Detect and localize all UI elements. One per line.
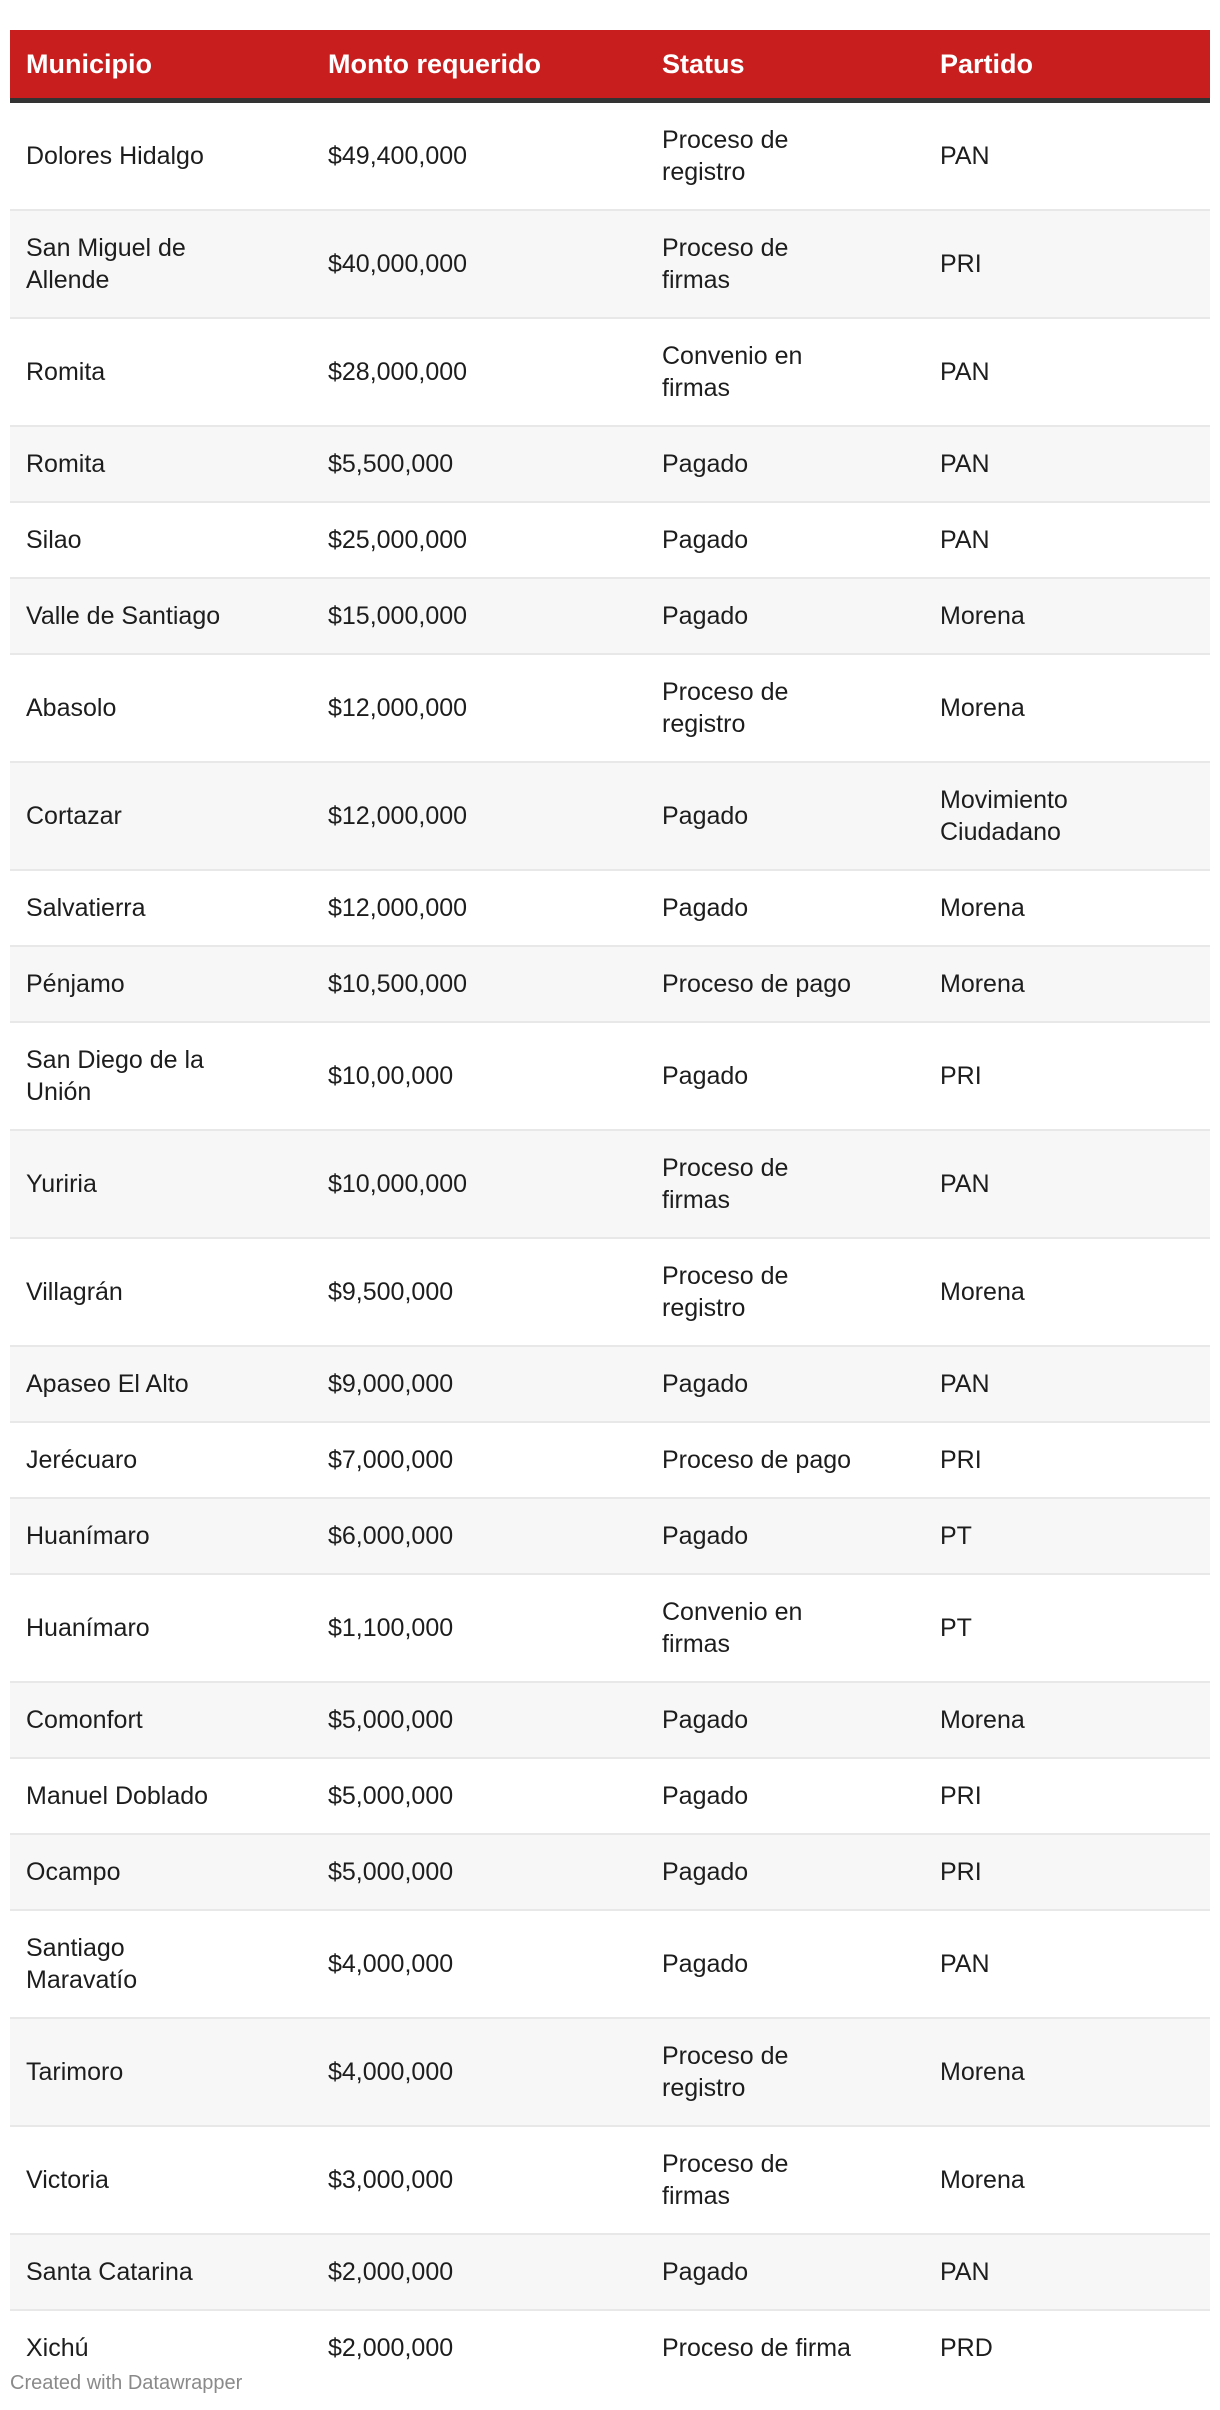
municipio-cell <box>10 1574 312 1682</box>
municipio-cell-text: Apaseo El Alto <box>26 1370 189 1398</box>
partido-cell <box>924 1130 1210 1238</box>
municipio-cell-text: Huanímaro <box>26 1614 150 1642</box>
partido-cell <box>924 1682 1210 1758</box>
municipio-cell-text: San Diego de la Unión <box>26 1046 204 1106</box>
monto-cell-text: $2,000,000 <box>328 2334 454 2362</box>
table-row <box>10 1130 1210 1238</box>
municipio-cell-text: Romita <box>26 450 106 478</box>
monto-cell-text: $10,000,000 <box>328 1170 468 1198</box>
partido-cell-text: PRI <box>940 1782 982 1810</box>
monto-cell <box>312 1834 646 1910</box>
monto-cell <box>312 210 646 318</box>
table-row <box>10 318 1210 426</box>
table-row <box>10 870 1210 946</box>
municipio-cell <box>10 762 312 870</box>
partido-cell <box>924 101 1210 211</box>
partido-cell <box>924 1834 1210 1910</box>
partido-cell-text: PAN <box>940 1950 990 1978</box>
partido-cell <box>924 2234 1210 2310</box>
municipio-cell-text: Valle de Santiago <box>26 602 221 630</box>
municipio-cell-text: San Miguel de Allende <box>26 234 186 294</box>
municipio-cell-text: Jerécuaro <box>26 1446 138 1474</box>
status-cell <box>646 2018 924 2126</box>
municipio-cell <box>10 578 312 654</box>
monto-cell-text: $40,000,000 <box>328 250 468 278</box>
status-cell <box>646 1422 924 1498</box>
partido-cell-text: Movimiento Ciudadano <box>940 786 1068 846</box>
partido-cell <box>924 946 1210 1022</box>
municipio-cell <box>10 2018 312 2126</box>
column-header-municipio[interactable]: Municipio <box>10 30 312 101</box>
monto-cell <box>312 946 646 1022</box>
monto-cell <box>312 1346 646 1422</box>
status-cell <box>646 1574 924 1682</box>
partido-cell <box>924 2310 1210 2385</box>
partido-cell-text: PAN <box>940 358 990 386</box>
municipio-cell <box>10 1834 312 1910</box>
monto-cell-text: $9,000,000 <box>328 1370 454 1398</box>
partido-cell-text: PRI <box>940 1062 982 1090</box>
status-cell <box>646 2126 924 2234</box>
municipio-cell <box>10 870 312 946</box>
municipio-cell <box>10 502 312 578</box>
status-cell <box>646 1682 924 1758</box>
municipio-cell-text: Ocampo <box>26 1858 121 1886</box>
status-cell-text: Proceso de firmas <box>662 234 789 294</box>
municipio-cell <box>10 2126 312 2234</box>
municipio-cell-text: Cortazar <box>26 802 122 830</box>
partido-cell <box>924 1022 1210 1130</box>
table-row <box>10 101 1210 211</box>
partido-cell-text: PT <box>940 1614 972 1642</box>
partido-cell <box>924 426 1210 502</box>
partido-cell-text: Morena <box>940 2166 1025 2194</box>
municipio-cell-text: Tarimoro <box>26 2058 124 2086</box>
table-row <box>10 2234 1210 2310</box>
status-cell-text: Proceso de pago <box>662 1446 852 1474</box>
municipio-cell <box>10 1682 312 1758</box>
municipio-cell <box>10 101 312 211</box>
monto-cell <box>312 1022 646 1130</box>
monto-cell-text: $15,000,000 <box>328 602 468 630</box>
status-cell-text: Proceso de firma <box>662 2334 851 2362</box>
partido-cell <box>924 1758 1210 1834</box>
partido-cell <box>924 1346 1210 1422</box>
partido-cell <box>924 654 1210 762</box>
municipio-cell <box>10 1130 312 1238</box>
status-cell <box>646 654 924 762</box>
table-row <box>10 1422 1210 1498</box>
partido-cell-text: PAN <box>940 142 990 170</box>
status-cell-text: Pagado <box>662 1370 749 1398</box>
status-cell <box>646 1834 924 1910</box>
table-row <box>10 578 1210 654</box>
status-cell <box>646 578 924 654</box>
credit-footer[interactable]: Created with Datawrapper <box>10 2372 243 2394</box>
partido-cell-text: PRD <box>940 2334 993 2362</box>
partido-cell <box>924 318 1210 426</box>
monto-cell-text: $7,000,000 <box>328 1446 454 1474</box>
status-cell-text: Pagado <box>662 450 749 478</box>
table-row <box>10 1498 1210 1574</box>
partido-cell-text: PAN <box>940 450 990 478</box>
monto-cell <box>312 870 646 946</box>
partido-cell <box>924 502 1210 578</box>
partido-cell-text: PAN <box>940 2258 990 2286</box>
monto-cell <box>312 426 646 502</box>
monto-cell <box>312 502 646 578</box>
status-cell-text: Pagado <box>662 1062 749 1090</box>
status-cell-text: Pagado <box>662 802 749 830</box>
partido-cell <box>924 1574 1210 1682</box>
partido-cell-text: PRI <box>940 1858 982 1886</box>
monto-cell <box>312 2234 646 2310</box>
status-cell <box>646 1238 924 1346</box>
partido-cell-text: Morena <box>940 970 1025 998</box>
status-cell <box>646 870 924 946</box>
municipio-cell <box>10 1422 312 1498</box>
municipio-cell <box>10 1498 312 1574</box>
column-header-status[interactable]: Status <box>646 30 924 101</box>
municipio-cell <box>10 1910 312 2018</box>
municipio-cell-text: Victoria <box>26 2166 109 2194</box>
partido-cell-text: PAN <box>940 1370 990 1398</box>
status-cell-text: Proceso de firmas <box>662 2150 789 2210</box>
status-cell <box>646 1346 924 1422</box>
column-header-partido[interactable]: Partido <box>924 30 1210 101</box>
monto-cell <box>312 1574 646 1682</box>
monto-cell-text: $9,500,000 <box>328 1278 454 1306</box>
municipio-cell-text: Santiago Maravatío <box>26 1934 138 1994</box>
table-row <box>10 1238 1210 1346</box>
municipio-cell <box>10 946 312 1022</box>
status-cell <box>646 1910 924 2018</box>
monto-cell-text: $28,000,000 <box>328 358 468 386</box>
monto-cell <box>312 318 646 426</box>
status-cell-text: Proceso de registro <box>662 126 789 186</box>
status-cell-text: Pagado <box>662 1858 749 1886</box>
data-table <box>10 30 1210 2385</box>
partido-cell-text: Morena <box>940 2058 1025 2086</box>
status-cell <box>646 2234 924 2310</box>
partido-cell-text: Morena <box>940 894 1025 922</box>
table-body <box>10 101 1210 2386</box>
monto-cell-text: $12,000,000 <box>328 694 468 722</box>
status-cell-text: Pagado <box>662 1522 749 1550</box>
municipio-cell-text: Villagrán <box>26 1278 123 1306</box>
status-cell-text: Proceso de firmas <box>662 1154 789 1214</box>
status-cell <box>646 1130 924 1238</box>
municipio-cell <box>10 1758 312 1834</box>
municipio-cell-text: Yuriria <box>26 1170 97 1198</box>
municipio-cell <box>10 1346 312 1422</box>
monto-cell-text: $4,000,000 <box>328 1950 454 1978</box>
status-cell <box>646 2310 924 2385</box>
status-cell-text: Proceso de registro <box>662 2042 789 2102</box>
monto-cell-text: $4,000,000 <box>328 2058 454 2086</box>
table-row <box>10 1022 1210 1130</box>
status-cell-text: Pagado <box>662 1782 749 1810</box>
partido-cell <box>924 762 1210 870</box>
monto-cell <box>312 654 646 762</box>
status-cell-text: Pagado <box>662 526 749 554</box>
partido-cell-text: PAN <box>940 1170 990 1198</box>
municipio-cell <box>10 210 312 318</box>
table-row <box>10 654 1210 762</box>
monto-cell-text: $12,000,000 <box>328 894 468 922</box>
monto-cell <box>312 2126 646 2234</box>
table-row <box>10 2126 1210 2234</box>
monto-cell <box>312 578 646 654</box>
monto-cell <box>312 2018 646 2126</box>
municipio-cell-text: Dolores Hidalgo <box>26 142 204 170</box>
municipio-cell-text: Santa Catarina <box>26 2258 193 2286</box>
monto-cell-text: $2,000,000 <box>328 2258 454 2286</box>
table-row <box>10 1574 1210 1682</box>
partido-cell-text: PAN <box>940 526 990 554</box>
partido-cell <box>924 1498 1210 1574</box>
partido-cell <box>924 870 1210 946</box>
table-row <box>10 1758 1210 1834</box>
partido-cell-text: Morena <box>940 1706 1025 1734</box>
status-cell-text: Pagado <box>662 1706 749 1734</box>
monto-cell <box>312 2310 646 2385</box>
partido-cell <box>924 2126 1210 2234</box>
header-row <box>10 30 1210 101</box>
status-cell-text: Convenio en firmas <box>662 1598 803 1658</box>
monto-cell-text: $5,500,000 <box>328 450 454 478</box>
monto-cell-text: $12,000,000 <box>328 802 468 830</box>
municipio-cell <box>10 1238 312 1346</box>
partido-cell-text: PT <box>940 1522 972 1550</box>
monto-cell <box>312 1422 646 1498</box>
status-cell <box>646 502 924 578</box>
status-cell-text: Pagado <box>662 894 749 922</box>
municipio-cell-text: Pénjamo <box>26 970 125 998</box>
monto-cell-text: $10,500,000 <box>328 970 468 998</box>
municipio-cell-text: Huanímaro <box>26 1522 150 1550</box>
partido-cell-text: PRI <box>940 1446 982 1474</box>
municipio-cell-text: Salvatierra <box>26 894 146 922</box>
table-row <box>10 502 1210 578</box>
status-cell-text: Proceso de registro <box>662 1262 789 1322</box>
table-row <box>10 2018 1210 2126</box>
column-header-monto[interactable]: Monto requerido <box>312 30 646 101</box>
partido-cell <box>924 1910 1210 2018</box>
monto-cell <box>312 1682 646 1758</box>
status-cell <box>646 1022 924 1130</box>
partido-cell <box>924 1238 1210 1346</box>
monto-cell-text: $5,000,000 <box>328 1706 454 1734</box>
table-row <box>10 946 1210 1022</box>
monto-cell-text: $5,000,000 <box>328 1782 454 1810</box>
table-row <box>10 1682 1210 1758</box>
partido-cell-text: Morena <box>940 694 1025 722</box>
municipio-cell-text: Comonfort <box>26 1706 143 1734</box>
status-cell <box>646 1498 924 1574</box>
table-row <box>10 210 1210 318</box>
partido-cell-text: Morena <box>940 1278 1025 1306</box>
monto-cell <box>312 762 646 870</box>
partido-cell <box>924 2018 1210 2126</box>
monto-cell <box>312 1498 646 1574</box>
municipio-cell <box>10 2234 312 2310</box>
status-cell-text: Pagado <box>662 2258 749 2286</box>
status-cell <box>646 1758 924 1834</box>
municipio-cell <box>10 654 312 762</box>
monto-cell-text: $5,000,000 <box>328 1858 454 1886</box>
municipio-cell <box>10 318 312 426</box>
municipio-cell <box>10 426 312 502</box>
table-row <box>10 762 1210 870</box>
monto-cell <box>312 1758 646 1834</box>
municipio-cell-text: Romita <box>26 358 106 386</box>
municipio-cell-text: Silao <box>26 526 82 554</box>
table-row <box>10 1346 1210 1422</box>
monto-cell-text: $10,00,000 <box>328 1062 454 1090</box>
status-cell-text: Convenio en firmas <box>662 342 803 402</box>
status-cell <box>646 318 924 426</box>
table-row <box>10 1834 1210 1910</box>
partido-cell <box>924 210 1210 318</box>
monto-cell <box>312 1910 646 2018</box>
municipio-cell <box>10 1022 312 1130</box>
status-cell-text: Pagado <box>662 602 749 630</box>
partido-cell <box>924 578 1210 654</box>
monto-cell-text: $1,100,000 <box>328 1614 454 1642</box>
status-cell <box>646 762 924 870</box>
monto-cell-text: $6,000,000 <box>328 1522 454 1550</box>
municipio-cell-text: Xichú <box>26 2334 89 2362</box>
monto-cell <box>312 101 646 211</box>
status-cell <box>646 946 924 1022</box>
partido-cell-text: PRI <box>940 250 982 278</box>
status-cell <box>646 101 924 211</box>
monto-cell-text: $25,000,000 <box>328 526 468 554</box>
municipio-cell-text: Manuel Doblado <box>26 1782 209 1810</box>
status-cell <box>646 426 924 502</box>
monto-cell-text: $3,000,000 <box>328 2166 454 2194</box>
table-row <box>10 1910 1210 2018</box>
monto-cell-text: $49,400,000 <box>328 142 468 170</box>
status-cell <box>646 210 924 318</box>
status-cell-text: Proceso de pago <box>662 970 852 998</box>
municipio-cell-text: Abasolo <box>26 694 117 722</box>
table-row <box>10 426 1210 502</box>
status-cell-text: Proceso de registro <box>662 678 789 738</box>
partido-cell <box>924 1422 1210 1498</box>
status-cell-text: Pagado <box>662 1950 749 1978</box>
partido-cell-text: Morena <box>940 602 1025 630</box>
monto-cell <box>312 1238 646 1346</box>
monto-cell <box>312 1130 646 1238</box>
